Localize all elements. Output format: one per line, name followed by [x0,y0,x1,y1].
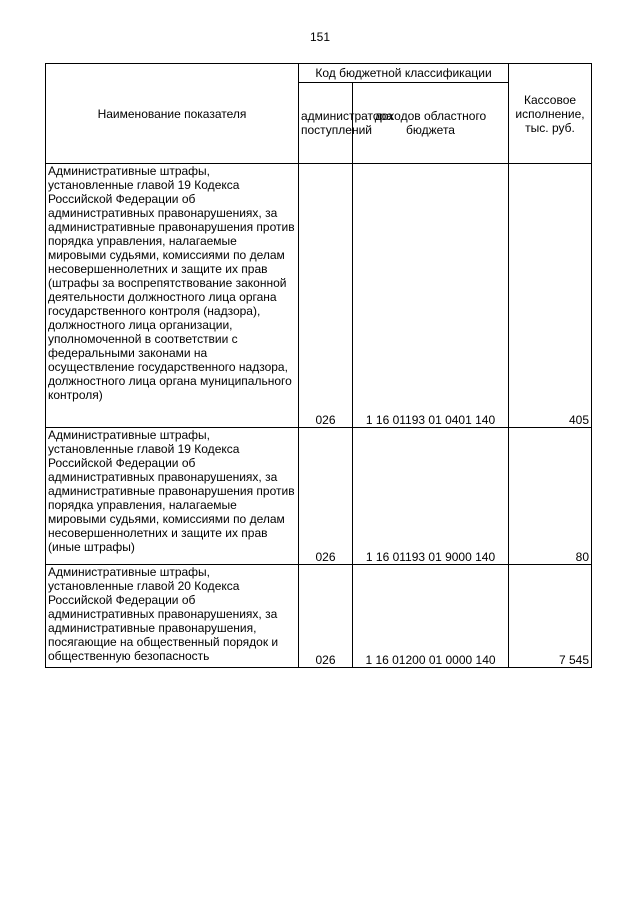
table-row [46,164,592,428]
row-income-code: 1 16 01200 01 0000 140 [353,565,509,668]
header-row-1 [46,64,592,83]
row-admin-code: 026 [299,164,353,428]
header-administrator: администратора поступлений [299,83,353,164]
header-income-code: доходов областного бюджета [353,83,509,164]
row-name: Административные штрафы, установленные главой 19 Кодекса Российской Федерации об административных правонарушениях, за административные правонарушения против порядка управления, налагаемые мировыми судьями, комиссиями по делам несовершеннолетних и защите их прав (штрафы за воспрепятствование законной деятельности должностного лица органа государственного контроля (надзора), должностного лица организации, уполномоченной в соответствии с федеральными законами на осуществление государственного надзора, должностного лица органа муниципального контроля) [46,164,299,428]
row-admin-code: 026 [299,565,353,668]
page-number: 151 [309,30,331,44]
row-amount: 7 545 [509,565,592,668]
row-admin-code: 026 [299,428,353,565]
table-body [46,164,592,668]
header-cash-execution: Кассовое исполнение, тыс. руб. [509,64,592,164]
header-budget-code: Код бюджетной классификации [299,64,509,83]
table-row [46,565,592,668]
row-name: Административные штрафы, установленные главой 20 Кодекса Российской Федерации об административных правонарушениях, за административные правонарушения, посягающие на общественный порядок и общественную безопасность [46,565,299,668]
row-income-code: 1 16 01193 01 9000 140 [353,428,509,565]
table-row [46,428,592,565]
row-amount: 80 [509,428,592,565]
budget-execution-table [45,63,592,668]
row-name: Административные штрафы, установленные главой 19 Кодекса Российской Федерации об административных правонарушениях, за административные правонарушения против порядка управления, налагаемые мировыми судьями, комиссиями по делам несовершеннолетних и защите их прав (иные штрафы) [46,428,299,565]
row-amount: 405 [509,164,592,428]
row-income-code: 1 16 01193 01 0401 140 [353,164,509,428]
header-indicator-name: Наименование показателя [46,64,299,164]
table-header [46,64,592,164]
